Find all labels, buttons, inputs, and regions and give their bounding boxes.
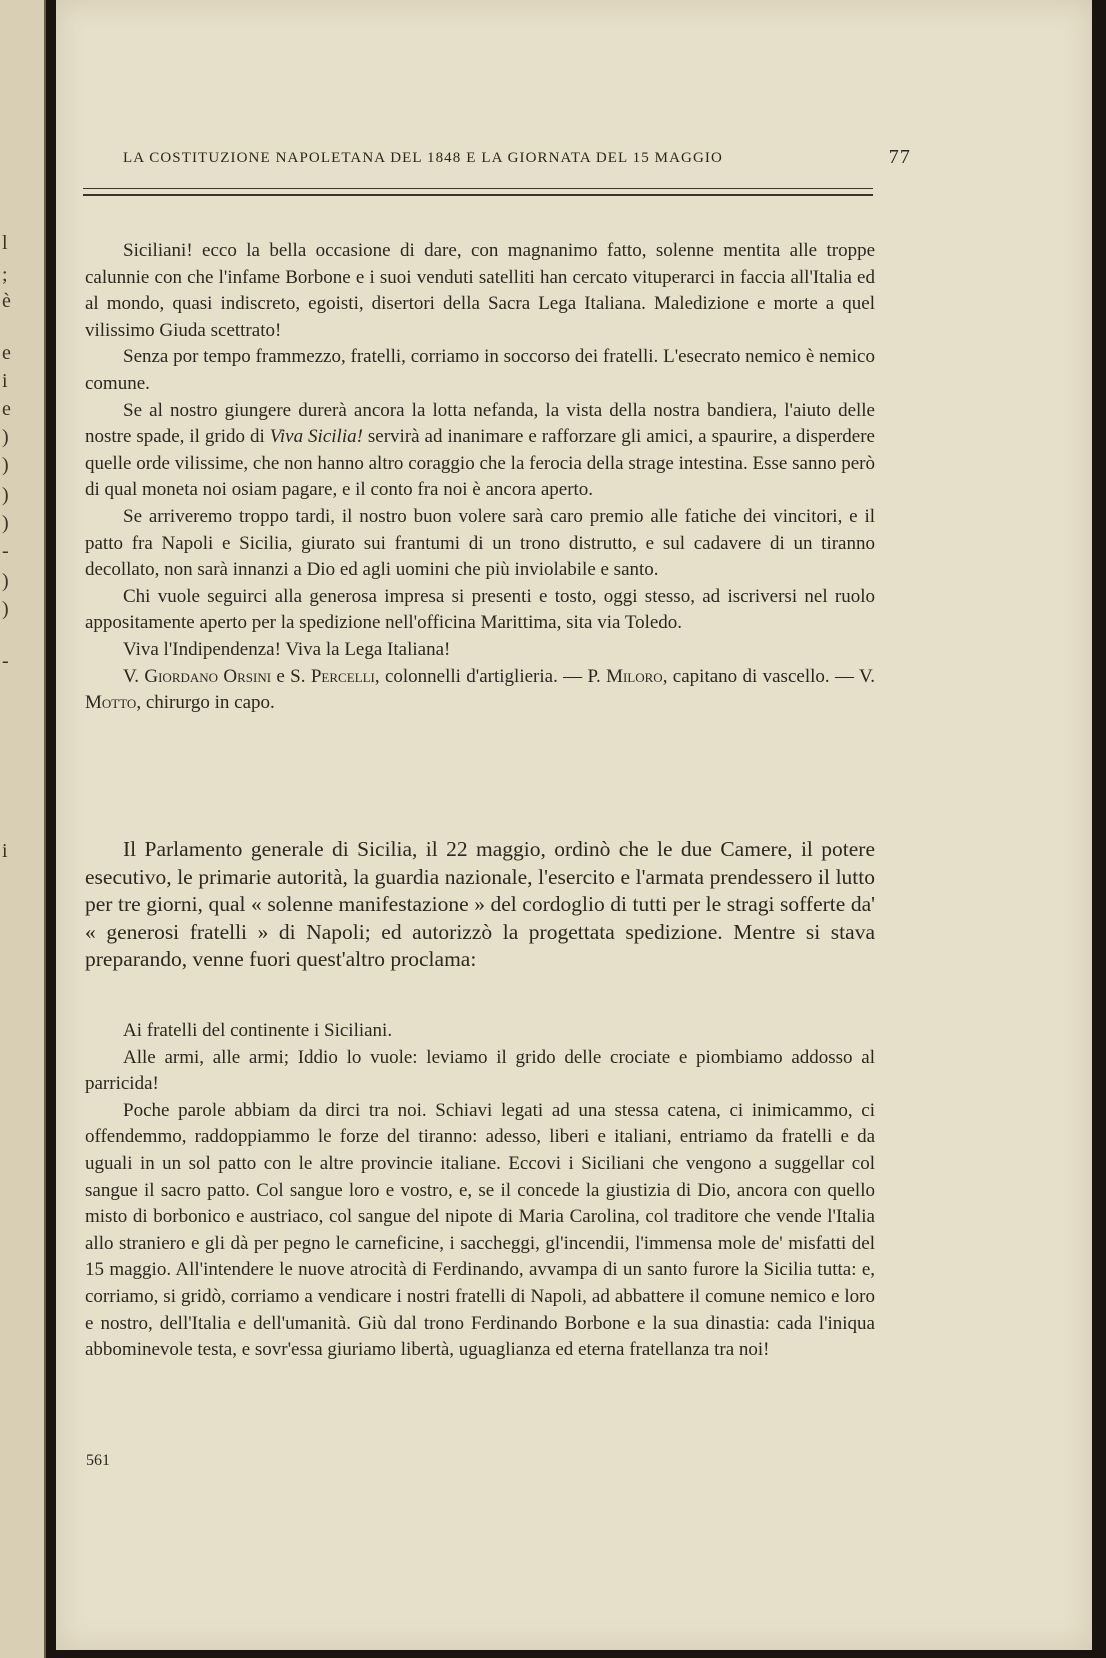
sig-text: , chirurgo in capo. xyxy=(136,692,275,714)
prev-page-fragment: ) xyxy=(2,570,9,592)
paragraph: Poche parole abbiam da dirci tra noi. Schiavi legati ad una stessa catena, ci inimicammo, ci offendemmo, raddoppiammo le forze del tiranno: adesso, liberi e italiani, entriamo da fratelli e da uguali in un sol patto con le altre provincie italiane. Eccovi i Siciliani che vengono a suggellar col sangue il sacro patto. Col sangue loro e vostro, e, se il concede la giustizia di Dio, ancora con quello misto di borbonico e austriaco, col sangue del nipote di Maria Carolina, col traditore che vende l'Italia allo straniero e gli dà per pegno le carneficine, i saccheggi, gl'incendii, l'immensa mole de' misfatti del 15 maggio. All'intendere le nuove atrocità di Ferdinando, avvampa di un santo furore la Sicilia tutta: e, corriamo, si gridò, corriamo a vendicare i nostri fratelli di Napoli, ad abbattere il comune nemico e loro e nostro, dell'Italia e dell'umanità. Giù dal trono Ferdinando Borbone e la sua dinastia: cada l'iniqua abbominevole testa, e sovr'essa giuriamo libertà, uguaglianza ed eterna fratellanza tra noi! xyxy=(85,1099,875,1361)
sig-text: , capitano di vascello. — V. xyxy=(662,665,875,687)
signatory-name: Miloro xyxy=(606,665,663,687)
proclamation-siciliani xyxy=(85,238,875,717)
signatories xyxy=(85,664,875,717)
paragraph: Siciliani! ecco la bella occasione di dare, con magnanimo fatto, solenne mentita alle troppe calunnie con che l'infame Borbone e i suoi venduti satelliti han cercato vituperarci in faccia all'Italia ed al mondo, quasi indiscreto, egoisti, disertori della Sacra Lega Italiana. Maledizione e morte a quel vilissimo Giuda scettrato! xyxy=(85,240,875,341)
prev-page-fragment: ; xyxy=(2,264,8,286)
narrative-block xyxy=(85,836,875,974)
paragraph: Alle armi, alle armi; Iddio lo vuole: leviamo il grido delle crociate e piombiamo addosso al parricida! xyxy=(85,1046,875,1095)
book-page xyxy=(56,0,1092,1650)
page-number: 77 xyxy=(888,146,911,168)
signatory-name: Motto xyxy=(85,692,137,714)
paragraph-text: servirà ad inanimare e rafforzare gli amici, a spaurire, a disperdere quelle orde vilissime, che non hanno altro coraggio che la ferocia della strage intestina. Esse sanno però di qual moneta noi osiam pagare, e il conto fra noi è ancora aperto. xyxy=(85,426,875,501)
prev-page-fragment: - xyxy=(2,650,9,672)
header-rule xyxy=(83,188,873,196)
paragraph: Se arriveremo troppo tardi, il nostro buon volere sarà caro premio alle fatiche dei vincitori, e il patto fra Napoli e Sicilia, giurato sui frantumi di un trono distrutto, e sul cadavere di un tiranno decollato, non sarà innanzi a Dio ed agli uomini che più inviolabile e santo. xyxy=(85,505,875,581)
signatory-name: Percelli xyxy=(310,665,375,687)
prev-page-fragment: ) xyxy=(2,426,9,448)
previous-page-edge xyxy=(0,0,46,1658)
printer-signature-mark: 561 xyxy=(86,1452,110,1469)
paragraph xyxy=(85,398,875,504)
paragraph-text: Se al nostro giungere durerà ancora la lotta nefanda, la vista della nostra bandiera, l'aiuto delle nostre spade, il grido di xyxy=(85,399,875,448)
paragraph: Viva l'Indipendenza! Viva la Lega Italiana! xyxy=(123,638,451,660)
prev-page-fragment: ) xyxy=(2,598,9,620)
prev-page-fragment: - xyxy=(2,540,9,562)
prev-page-fragment: i xyxy=(2,370,8,392)
sig-text: V. xyxy=(123,665,145,687)
paragraph: Chi vuole seguirci alla generosa impresa si presenti e tosto, oggi stesso, ad iscriversi nel ruolo appositamente aperto per la spedizione nell'officina Marittima, sita via Toledo. xyxy=(85,585,875,634)
prev-page-fragment: e xyxy=(2,342,11,364)
paragraph: Il Parlamento generale di Sicilia, il 22 maggio, ordinò che le due Camere, il potere esecutivo, le primarie autorità, la guardia nazionale, l'esercito e l'armata prendessero il lutto per tre giorni, qual « solenne manifestazione » del cordoglio di tutti per le stragi sofferte da' « generosi fratelli » di Napoli; ed autorizzò la progettata spedizione. Mentre si stava preparando, venne fuori quest'altro proclama: xyxy=(85,837,875,971)
proclamation-fratelli xyxy=(85,1018,875,1364)
prev-page-fragment: l xyxy=(2,232,8,254)
prev-page-fragment: ) xyxy=(2,454,9,476)
prev-page-fragment: i xyxy=(2,840,8,862)
running-title: LA COSTITUZIONE NAPOLETANA DEL 1848 E LA GIORNATA DEL 15 MAGGIO xyxy=(123,150,723,166)
paragraph: Ai fratelli del continente i Siciliani. xyxy=(123,1020,393,1041)
prev-page-fragment: è xyxy=(2,290,11,312)
sig-text: e S. xyxy=(271,665,311,687)
italic-phrase: Viva Sicilia! xyxy=(269,426,363,448)
sig-text: , colonnelli d'artiglieria. — P. xyxy=(374,665,607,687)
signatory-name: Giordano Orsini xyxy=(144,665,272,687)
prev-page-fragment: e xyxy=(2,398,11,420)
prev-page-fragment: ) xyxy=(2,512,9,534)
paragraph: Senza por tempo frammezzo, fratelli, corriamo in soccorso dei fratelli. L'esecrato nemico è nemico comune. xyxy=(85,346,875,394)
prev-page-fragment: ) xyxy=(2,484,9,506)
